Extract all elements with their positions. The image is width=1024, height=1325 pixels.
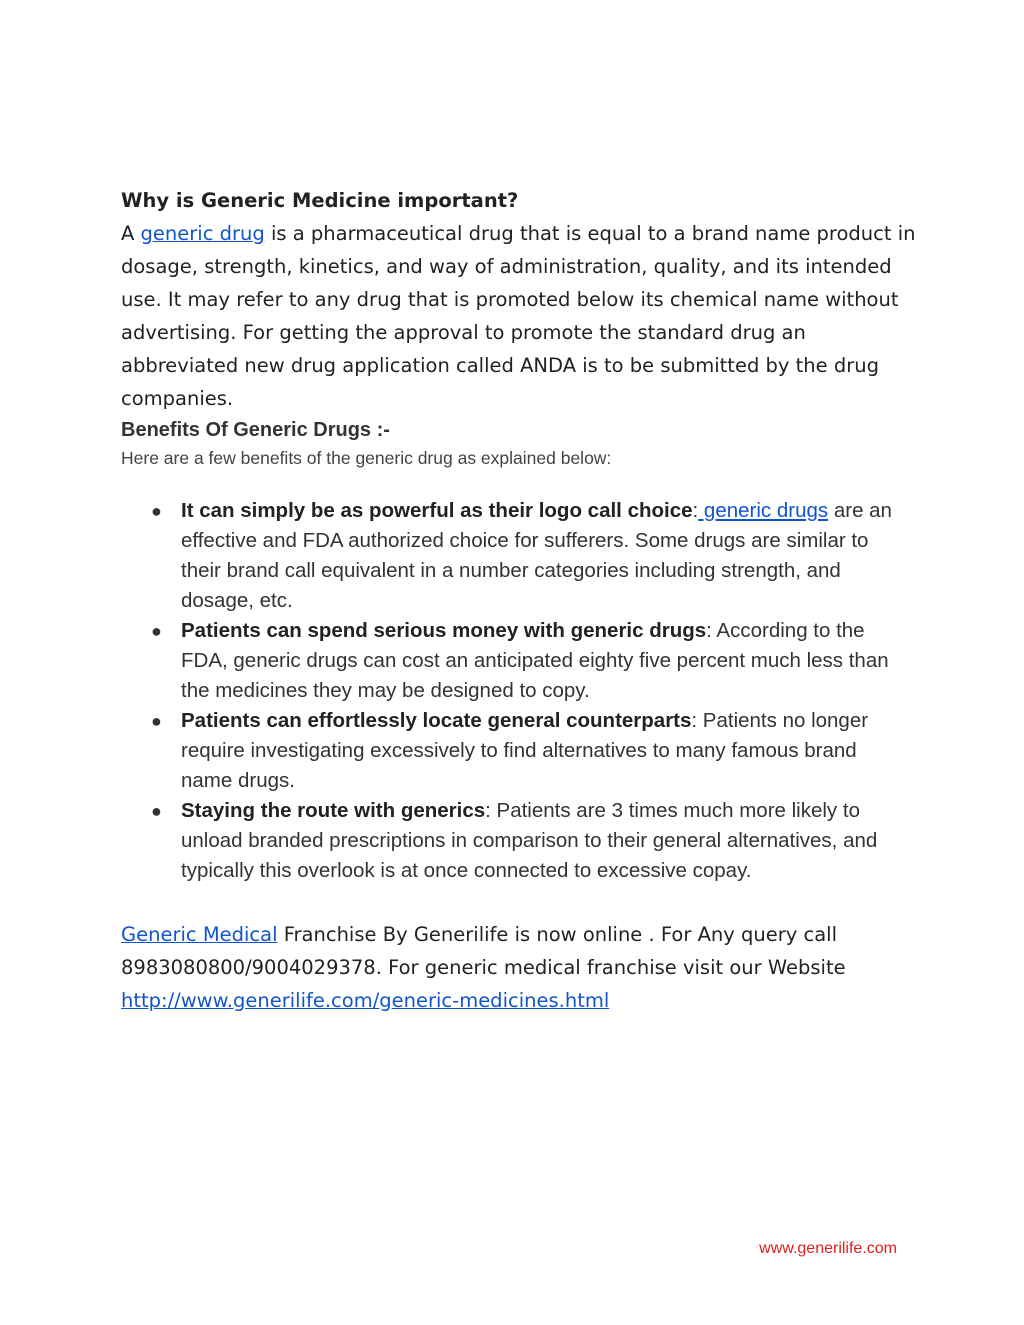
generic-drug-link[interactable]: generic drug xyxy=(140,222,265,245)
benefit-title: It can simply be as powerful as their logo call choice xyxy=(181,499,693,522)
benefits-heading: Benefits Of Generic Drugs :- xyxy=(121,419,390,441)
bullet-icon: ● xyxy=(151,501,162,521)
bullet-icon: ● xyxy=(151,621,162,641)
benefit-text: : Patients are 3 times much more likely to unload branded prescriptions in comparison to their general alternatives, and typically this overlook is at once connected to excessive copay. xyxy=(181,799,878,882)
paragraph-prefix: A xyxy=(121,222,141,245)
list-item xyxy=(121,706,911,796)
franchise-text: Franchise By Generilife is now online . For Any query call 8983080800/9004029378. For generic medical franchise visit our Website xyxy=(121,923,846,979)
list-item xyxy=(121,616,911,706)
generic-drugs-link[interactable]: generic drugs xyxy=(698,499,829,522)
benefit-colon: : xyxy=(692,499,699,522)
bullet-icon: ● xyxy=(151,711,162,731)
generic-medical-link[interactable]: Generic Medical xyxy=(121,923,278,946)
benefit-title: Patients can effortlessly locate general counterparts xyxy=(181,709,692,732)
benefit-title: Patients can spend serious money with generic drugs xyxy=(181,619,707,642)
website-url-link[interactable]: http://www.generilife.com/generic-medicines.html xyxy=(121,989,610,1012)
list-item xyxy=(121,496,911,616)
paragraph-text: is a pharmaceutical drug that is equal to a brand name product in dosage, strength, kinetics, and way of administration, quality, and its intended use. It may refer to any drug that is promoted below its chemical name without advertising. For getting the approval to promote the standard drug an abbreviated new drug application called ANDA is to be submitted by the drug companies. xyxy=(121,222,916,410)
benefits-intro: Here are a few benefits of the generic drug as explained below: xyxy=(121,448,612,468)
section-franchise-info xyxy=(121,918,921,1017)
benefits-list xyxy=(121,496,911,886)
section-paragraph xyxy=(121,217,921,415)
benefit-text: : Patients no longer require investigating excessively to find alternatives to many famous brand name drugs. xyxy=(181,709,869,792)
section-generic-importance xyxy=(121,184,921,415)
section-heading: Why is Generic Medicine important? xyxy=(121,189,519,212)
list-item xyxy=(121,796,911,886)
benefit-text: are an effective and FDA authorized choice for sufferers. Some drugs are similar to their brand call equivalent in a number categories including strength, and dosage, etc. xyxy=(181,499,892,612)
section-benefits-header xyxy=(121,416,921,472)
bullet-icon: ● xyxy=(151,801,162,821)
benefit-title: Staying the route with generics xyxy=(181,799,486,822)
benefit-text: : According to the FDA, generic drugs can cost an anticipated eighty five percent much less than the medicines they may be designed to copy. xyxy=(181,619,889,702)
footer-website: www.generilife.com xyxy=(759,1240,897,1257)
